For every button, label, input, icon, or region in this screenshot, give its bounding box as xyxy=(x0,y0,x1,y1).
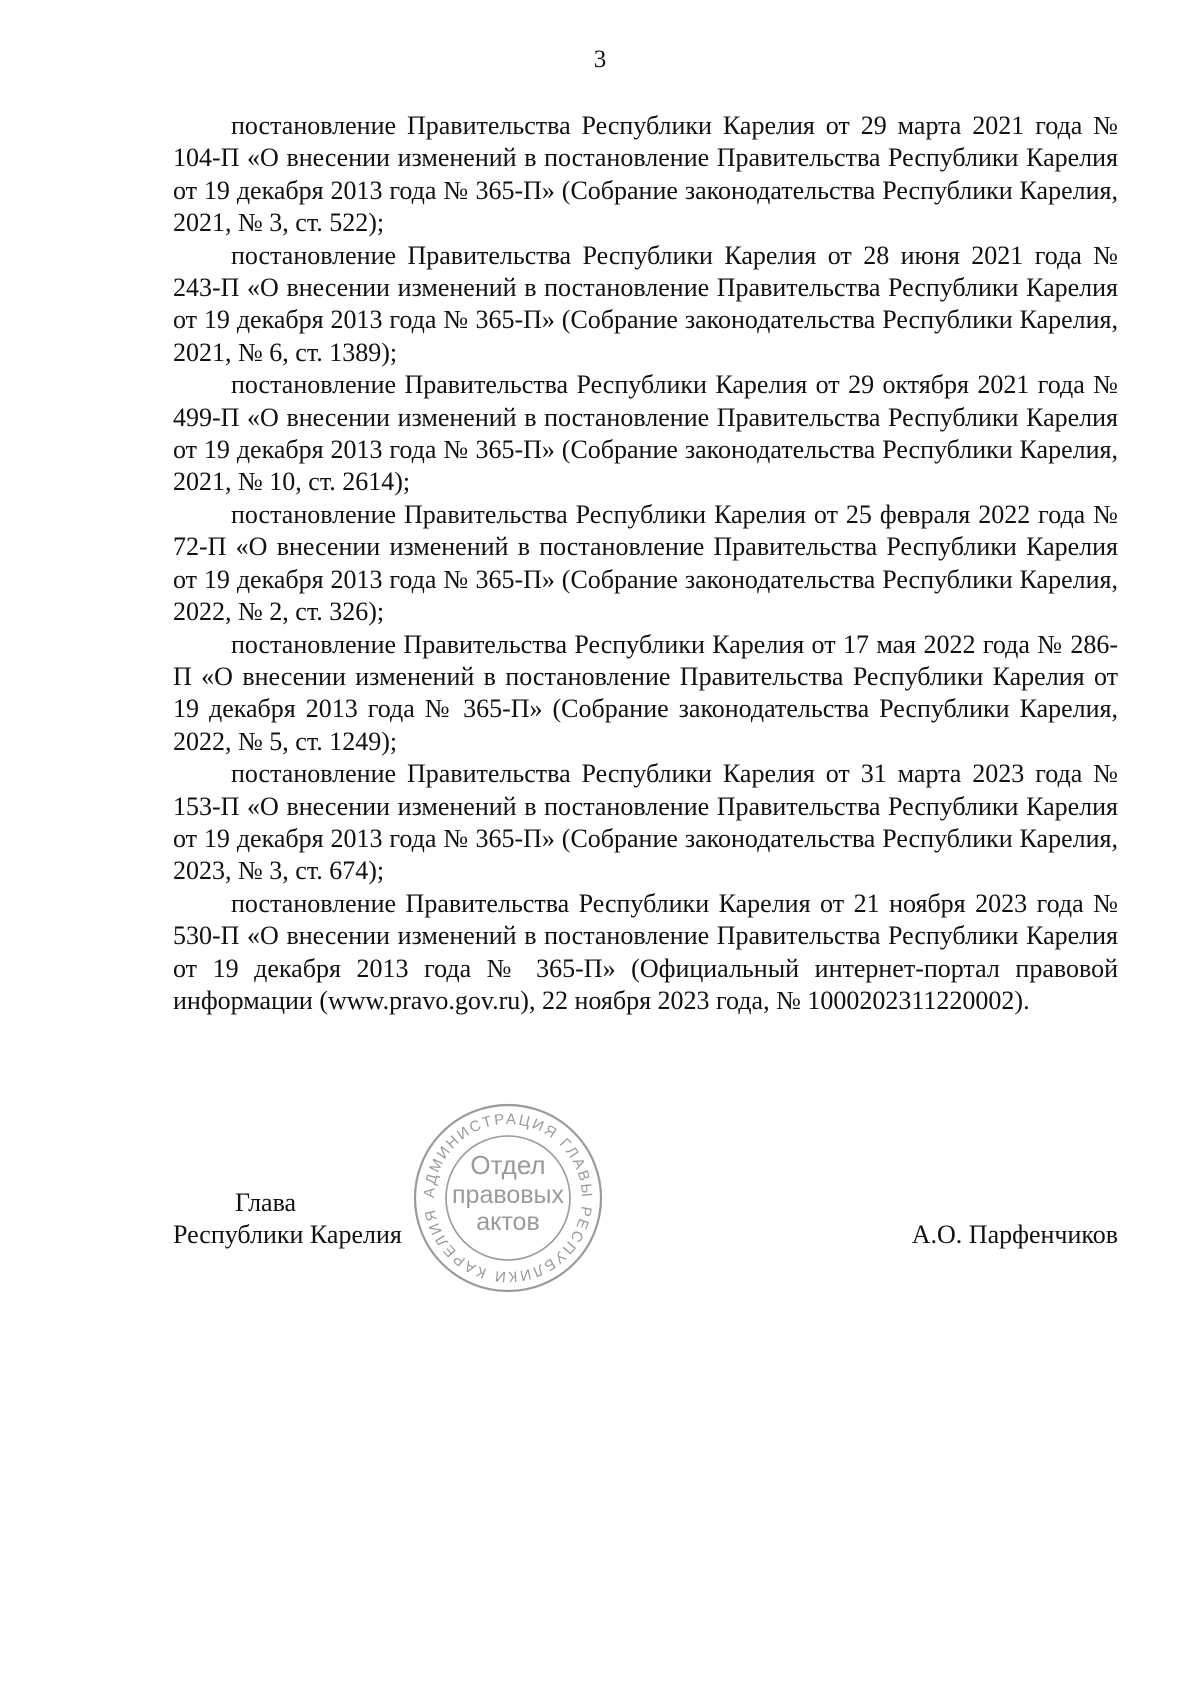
signature-block xyxy=(173,1187,1118,1267)
stamp-line-1: Отдел xyxy=(470,1150,546,1180)
stamp-line-2: правовых xyxy=(452,1181,564,1209)
signatory-name: А.О. Парфенчиков xyxy=(911,1220,1118,1249)
paragraph: постановление Правительства Республики Карелия от 31 марта 2023 года № 153-П «О внесении изменений в постановление Правительства Республики Карелия от 19 декабря 2013 года № 365-П» (Собрание законодательства Республики Карелия, 2023, № 3, ст. 674); xyxy=(173,759,1118,886)
signatory-title: Глава xyxy=(235,1188,297,1217)
paragraph: постановление Правительства Республики Карелия от 29 марта 2021 года № 104-П «О внесении изменений в постановление Правительства Республики Карелия от 19 декабря 2013 года № 365-П» (Собрание законодательства Республики Карелия, 2021, № 3, ст. 522); xyxy=(173,111,1118,238)
stamp-seal-graphic xyxy=(408,1098,608,1298)
paragraph: постановление Правительства Республики Карелия от 17 мая 2022 года № 286-П «О внесении изменений в постановление Правительства Республики Карелия от 19 декабря 2013 года № 365-П» (Собрание законодательства Республики Карелия, 2022, № 5, ст. 1249); xyxy=(173,629,1118,756)
official-stamp xyxy=(408,1098,608,1298)
page-number: 3 xyxy=(593,46,607,73)
document-body xyxy=(173,110,1118,1017)
stamp-line-3: актов xyxy=(476,1208,540,1236)
paragraph: постановление Правительства Республики Карелия от 25 февраля 2022 года № 72-П «О внесении изменений в постановление Правительства Республики Карелия от 19 декабря 2013 года № 365-П» (Собрание законодательства Республики Карелия, 2022, № 2, ст. 326); xyxy=(173,499,1118,627)
paragraph: постановление Правительства Республики Карелия от 21 ноября 2023 года № 530-П «О внесении изменений в постановление Правительства Республики Карелия от 19 декабря 2013 года № 365-П» (Официальный интернет-портал правовой информации (www.pravo.gov.ru), 22 ноября 2023 года, № 1000202311220002). xyxy=(173,888,1118,1015)
paragraph: постановление Правительства Республики Карелия от 28 июня 2021 года № 243-П «О внесении изменений в постановление Правительства Республики Карелия от 19 декабря 2013 года № 365-П» (Собрание законодательства Республики Карелия, 2021, № 6, ст. 1389); xyxy=(173,240,1118,367)
signatory-title-region: Республики Карелия xyxy=(173,1220,402,1249)
paragraph: постановление Правительства Республики Карелия от 29 октября 2021 года № 499-П «О внесении изменений в постановление Правительства Республики Карелия от 19 декабря 2013 года № 365-П» (Собрание законодательства Республики Карелия, 2021, № 10, ст. 2614); xyxy=(173,370,1118,497)
svg-text:АДМИНИСТРАЦИЯ ГЛАВЫ РЕСПУБЛИКИ: АДМИНИСТРАЦИЯ ГЛАВЫ РЕСПУБЛИКИ КАРЕЛИЯ xyxy=(420,1110,596,1286)
